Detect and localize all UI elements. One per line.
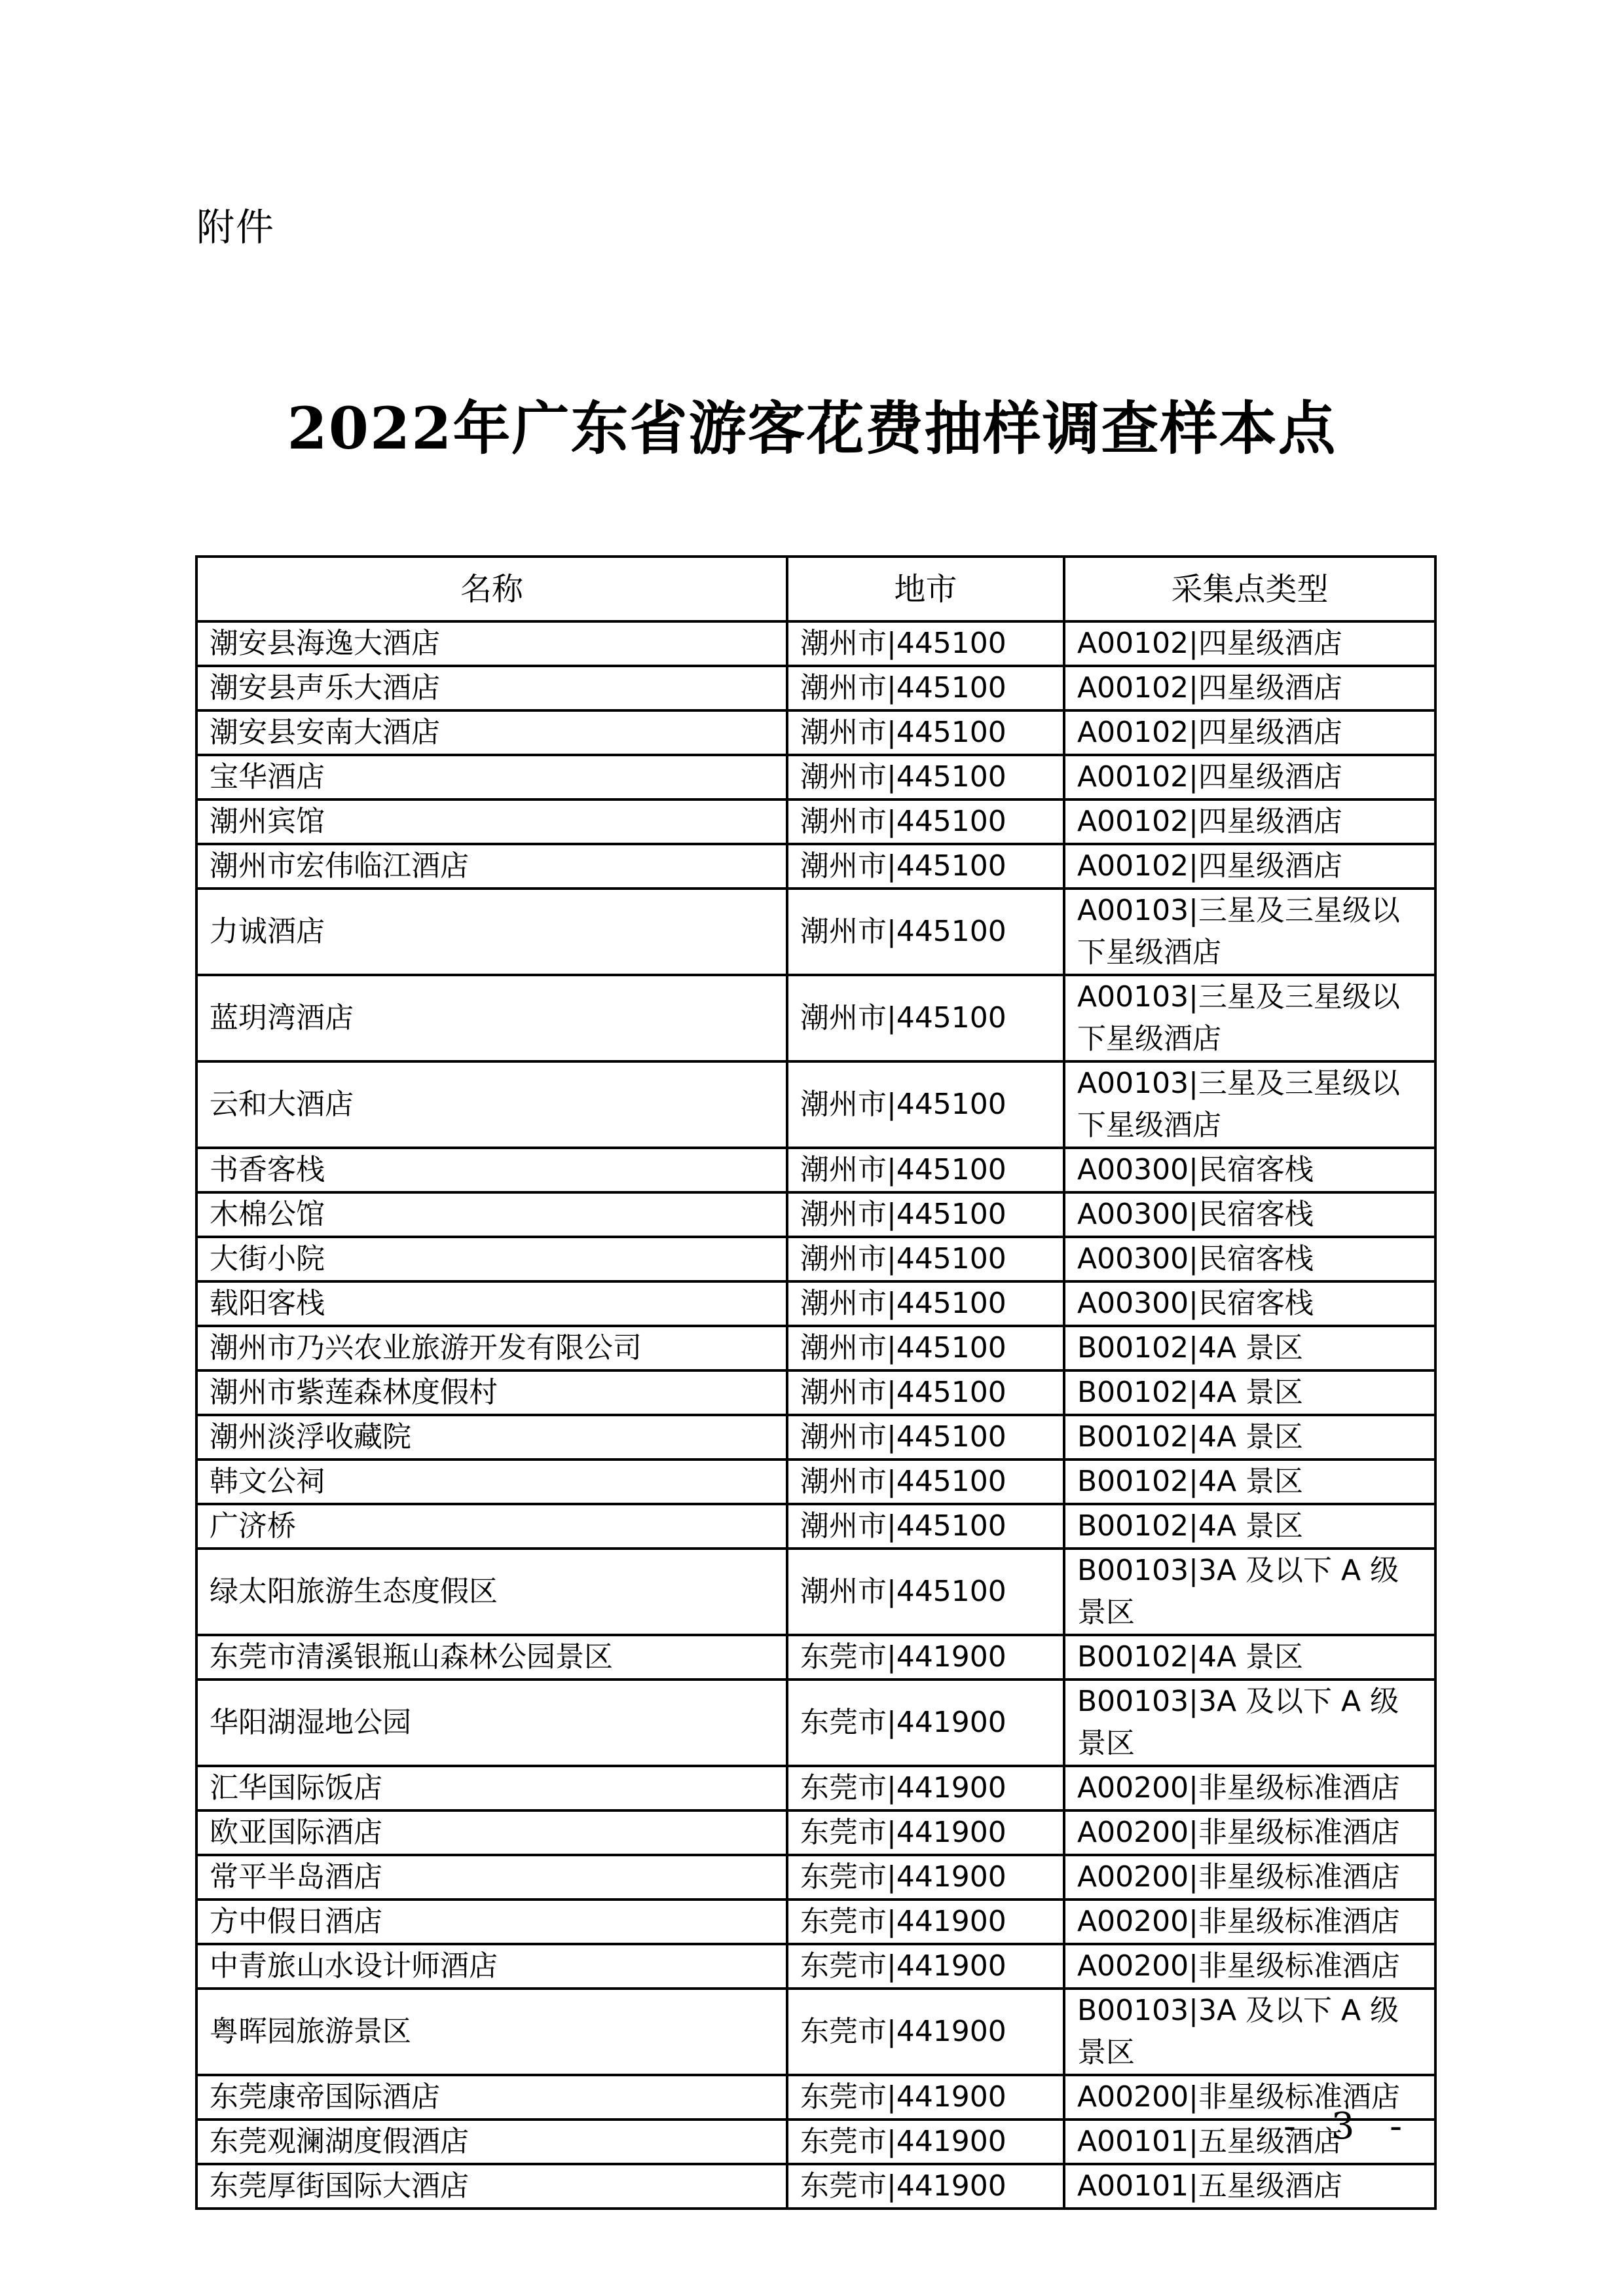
cell-city: 潮州市|445100 [787,844,1064,889]
cell-type: A00102|四星级酒店 [1064,710,1435,755]
cell-city: 潮州市|445100 [787,666,1064,710]
cell-type: A00102|四星级酒店 [1064,666,1435,710]
cell-name: 载阳客栈 [196,1281,787,1326]
cell-type: A00103|三星及三星级以下星级酒店 [1064,1061,1435,1148]
cell-name: 汇华国际饭店 [196,1766,787,1810]
cell-name: 方中假日酒店 [196,1900,787,1944]
table-row [196,844,1435,889]
cell-city: 东莞市|441900 [787,1989,1064,2075]
cell-name: 潮州宾馆 [196,799,787,844]
cell-name: 潮州市紫莲森林度假村 [196,1370,787,1415]
cell-city: 潮州市|445100 [787,710,1064,755]
cell-name: 粤晖园旅游景区 [196,1989,787,2075]
cell-city: 潮州市|445100 [787,1148,1064,1192]
table-row [196,1635,1435,1680]
cell-type: A00103|三星及三星级以下星级酒店 [1064,975,1435,1061]
cell-type: A00102|四星级酒店 [1064,844,1435,889]
table-row [196,1944,1435,1989]
cell-type: B00102|4A 景区 [1064,1460,1435,1504]
table-row [196,1504,1435,1549]
cell-name: 潮安县声乐大酒店 [196,666,787,710]
table-row [196,621,1435,666]
cell-city: 潮州市|445100 [787,1504,1064,1549]
cell-type: B00102|4A 景区 [1064,1370,1435,1415]
cell-city: 东莞市|441900 [787,1766,1064,1810]
cell-city: 潮州市|445100 [787,621,1064,666]
cell-name: 中青旅山水设计师酒店 [196,1944,787,1989]
cell-type: A00300|民宿客栈 [1064,1281,1435,1326]
cell-name: 木棉公馆 [196,1192,787,1237]
table-row [196,1061,1435,1148]
table-row [196,975,1435,1061]
cell-city: 潮州市|445100 [787,1326,1064,1370]
cell-type: A00300|民宿客栈 [1064,1237,1435,1281]
document-title: 2022年广东省游客花费抽样调查样本点 [287,394,1337,462]
cell-name: 大街小院 [196,1237,787,1281]
table-row [196,1415,1435,1460]
cell-name: 书香客栈 [196,1148,787,1192]
table-row [196,1326,1435,1370]
cell-name: 力诚酒店 [196,889,787,975]
table-row [196,1766,1435,1810]
cell-name: 常平半岛酒店 [196,1855,787,1900]
sample-points-table [195,555,1437,2210]
cell-type: B00102|4A 景区 [1064,1415,1435,1460]
attachment-label: 附件 [196,205,276,249]
table-row [196,1370,1435,1415]
table-row [196,889,1435,975]
table-header-row [196,557,1435,621]
cell-city: 潮州市|445100 [787,1237,1064,1281]
cell-name: 潮州淡浮收藏院 [196,1415,787,1460]
cell-city: 潮州市|445100 [787,755,1064,799]
table-row [196,1460,1435,1504]
cell-name: 东莞厚街国际大酒店 [196,2164,787,2209]
table-row [196,1680,1435,1766]
cell-type: B00102|4A 景区 [1064,1326,1435,1370]
cell-type: B00103|3A 及以下 A 级景区 [1064,1680,1435,1766]
cell-name: 潮州市乃兴农业旅游开发有限公司 [196,1326,787,1370]
table-row [196,1281,1435,1326]
table-row [196,1237,1435,1281]
header-city: 地市 [787,557,1064,621]
cell-city: 东莞市|441900 [787,1855,1064,1900]
cell-city: 潮州市|445100 [787,1281,1064,1326]
cell-type: A00200|非星级标准酒店 [1064,1855,1435,1900]
cell-city: 东莞市|441900 [787,1900,1064,1944]
cell-name: 欧亚国际酒店 [196,1810,787,1855]
cell-name: 蓝玥湾酒店 [196,975,787,1061]
table-row [196,1549,1435,1635]
cell-type: B00103|3A 及以下 A 级景区 [1064,1989,1435,2075]
table-row [196,2075,1435,2120]
table-row [196,1810,1435,1855]
cell-type: A00102|四星级酒店 [1064,755,1435,799]
table-row [196,1192,1435,1237]
cell-type: A00103|三星及三星级以下星级酒店 [1064,889,1435,975]
cell-type: B00103|3A 及以下 A 级景区 [1064,1549,1435,1635]
cell-city: 潮州市|445100 [787,1460,1064,1504]
cell-name: 绿太阳旅游生态度假区 [196,1549,787,1635]
table-body [196,621,1435,2209]
cell-city: 东莞市|441900 [787,2120,1064,2164]
cell-city: 潮州市|445100 [787,1370,1064,1415]
cell-city: 东莞市|441900 [787,1944,1064,1989]
cell-name: 东莞观澜湖度假酒店 [196,2120,787,2164]
cell-city: 潮州市|445100 [787,1549,1064,1635]
cell-city: 潮州市|445100 [787,799,1064,844]
cell-type: A00200|非星级标准酒店 [1064,2075,1435,2120]
cell-type: A00200|非星级标准酒店 [1064,1810,1435,1855]
cell-name: 潮州市宏伟临江酒店 [196,844,787,889]
table-row [196,1148,1435,1192]
cell-name: 韩文公祠 [196,1460,787,1504]
table-row [196,1989,1435,2075]
cell-type: B00102|4A 景区 [1064,1635,1435,1680]
table-row [196,666,1435,710]
cell-type: A00102|四星级酒店 [1064,621,1435,666]
header-name: 名称 [196,557,787,621]
cell-type: A00200|非星级标准酒店 [1064,1944,1435,1989]
table-row [196,1855,1435,1900]
cell-name: 潮安县海逸大酒店 [196,621,787,666]
table-row [196,2164,1435,2209]
cell-city: 潮州市|445100 [787,1415,1064,1460]
table-row [196,799,1435,844]
cell-name: 广济桥 [196,1504,787,1549]
cell-type: A00200|非星级标准酒店 [1064,1766,1435,1810]
cell-city: 东莞市|441900 [787,1680,1064,1766]
cell-city: 潮州市|445100 [787,1061,1064,1148]
header-type: 采集点类型 [1064,557,1435,621]
table-row [196,2120,1435,2164]
cell-city: 潮州市|445100 [787,889,1064,975]
cell-name: 宝华酒店 [196,755,787,799]
cell-city: 东莞市|441900 [787,1810,1064,1855]
cell-type: A00101|五星级酒店 [1064,2120,1435,2164]
cell-type: A00101|五星级酒店 [1064,2164,1435,2209]
cell-name: 华阳湖湿地公园 [196,1680,787,1766]
cell-name: 东莞康帝国际酒店 [196,2075,787,2120]
cell-city: 东莞市|441900 [787,2164,1064,2209]
table-row [196,710,1435,755]
table-row [196,755,1435,799]
cell-type: A00300|民宿客栈 [1064,1148,1435,1192]
cell-city: 东莞市|441900 [787,2075,1064,2120]
cell-type: A00200|非星级标准酒店 [1064,1900,1435,1944]
cell-name: 潮安县安南大酒店 [196,710,787,755]
cell-city: 潮州市|445100 [787,1192,1064,1237]
cell-city: 潮州市|445100 [787,975,1064,1061]
cell-name: 云和大酒店 [196,1061,787,1148]
cell-type: A00300|民宿客栈 [1064,1192,1435,1237]
cell-city: 东莞市|441900 [787,1635,1064,1680]
table-row [196,1900,1435,1944]
cell-name: 东莞市清溪银瓶山森林公园景区 [196,1635,787,1680]
cell-type: B00102|4A 景区 [1064,1504,1435,1549]
cell-type: A00102|四星级酒店 [1064,799,1435,844]
page-number: - 3 - [1283,2105,1414,2148]
